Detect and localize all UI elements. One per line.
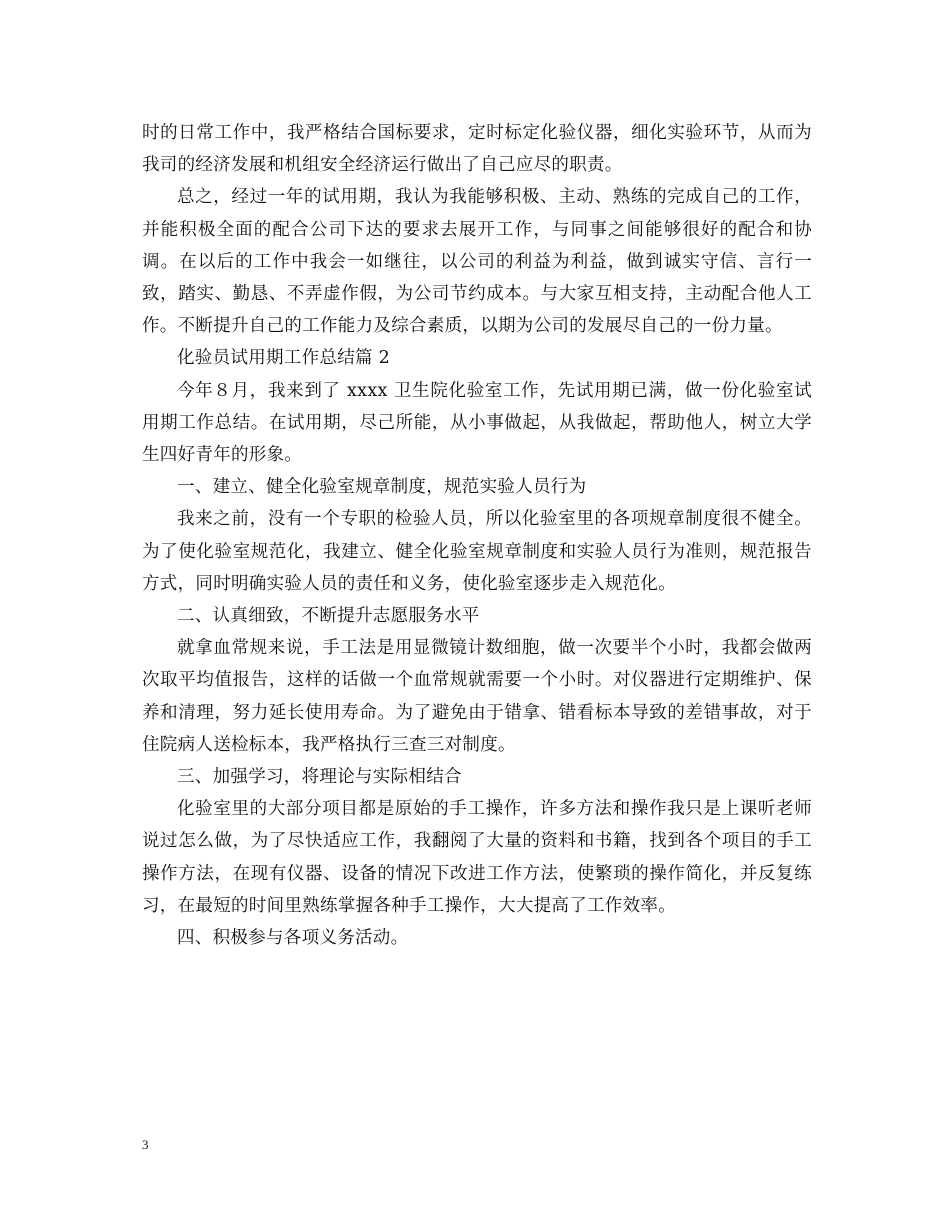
paragraph-rules: 我来之前，没有一个专职的检验人员，所以化验室里的各项规章制度很不健全。为了使化验室规范化，我建立、健全化验室规章制度和实验人员行为准则，规范报告方式，同时明确实验人员的责任和义务，使化验室逐步走入规范化。	[142, 509, 812, 594]
heading-three: 三、加强学习，将理论与实际相结合	[177, 767, 462, 788]
paragraph-intro: 今年８月，我来到了 xxxx 卫生院化验室工作，先试用期已满，做一份化验室试用期工作总结。在试用期，尽己所能，从小事做起，从我做起，帮助他人，树立大学生四好青年的形象。	[142, 380, 812, 466]
page-number: 3	[142, 1137, 149, 1152]
paragraph-learning: 化验室里的大部分项目都是原始的手工操作，许多方法和操作我只是上课听老师说过怎么做，为了尽快适应工作，我翻阅了大量的资料和书籍，找到各个项目的手工操作方法，在现有仪器、设备的情况下改进工作方法，使繁琐的操作简化，并反复练习，在最短的时间里熟练掌握各种手工操作，大大提高了工作效率。	[142, 799, 812, 916]
heading-two: 二、认真细致，不断提升志愿服务水平	[177, 606, 480, 627]
heading-four: 四、积极参与各项义务活动。	[177, 928, 409, 949]
document-body	[142, 117, 812, 954]
paragraph-continuation: 时的日常工作中，我严格结合国标要求，定时标定化验仪器，细化实验环节，从而为我司的经济发展和机组安全经济运行做出了自己应尽的职责。	[142, 123, 812, 176]
section-title: 化验员试用期工作总结篇 2	[177, 348, 391, 369]
paragraph-blood-routine: 就拿血常规来说，手工法是用显微镜计数细胞，做一次要半个小时，我都会做两次取平均值报告，这样的话做一个血常规就需要一个小时。对仪器进行定期维护、保养和清理，努力延长使用寿命。为了避免由于错拿、错看标本导致的差错事故，对于住院病人送检标本，我严格执行三查三对制度。	[142, 638, 812, 755]
paragraph-summary: 总之，经过一年的试用期，我认为我能够积极、主动、熟练的完成自己的工作，并能积极全面的配合公司下达的要求去展开工作，与同事之间能够很好的配合和协调。在以后的工作中我会一如继往，以公司的利益为利益，做到诚实守信、言行一致，踏实、勤恳、不弄虚作假，为公司节约成本。与大家互相支持，主动配合他人工作。不断提升自己的工作能力及综合素质，以期为公司的发展尽自己的一份力量。	[142, 187, 812, 337]
heading-one: 一、建立、健全化验室规章制度，规范实验人员行为	[177, 477, 587, 498]
